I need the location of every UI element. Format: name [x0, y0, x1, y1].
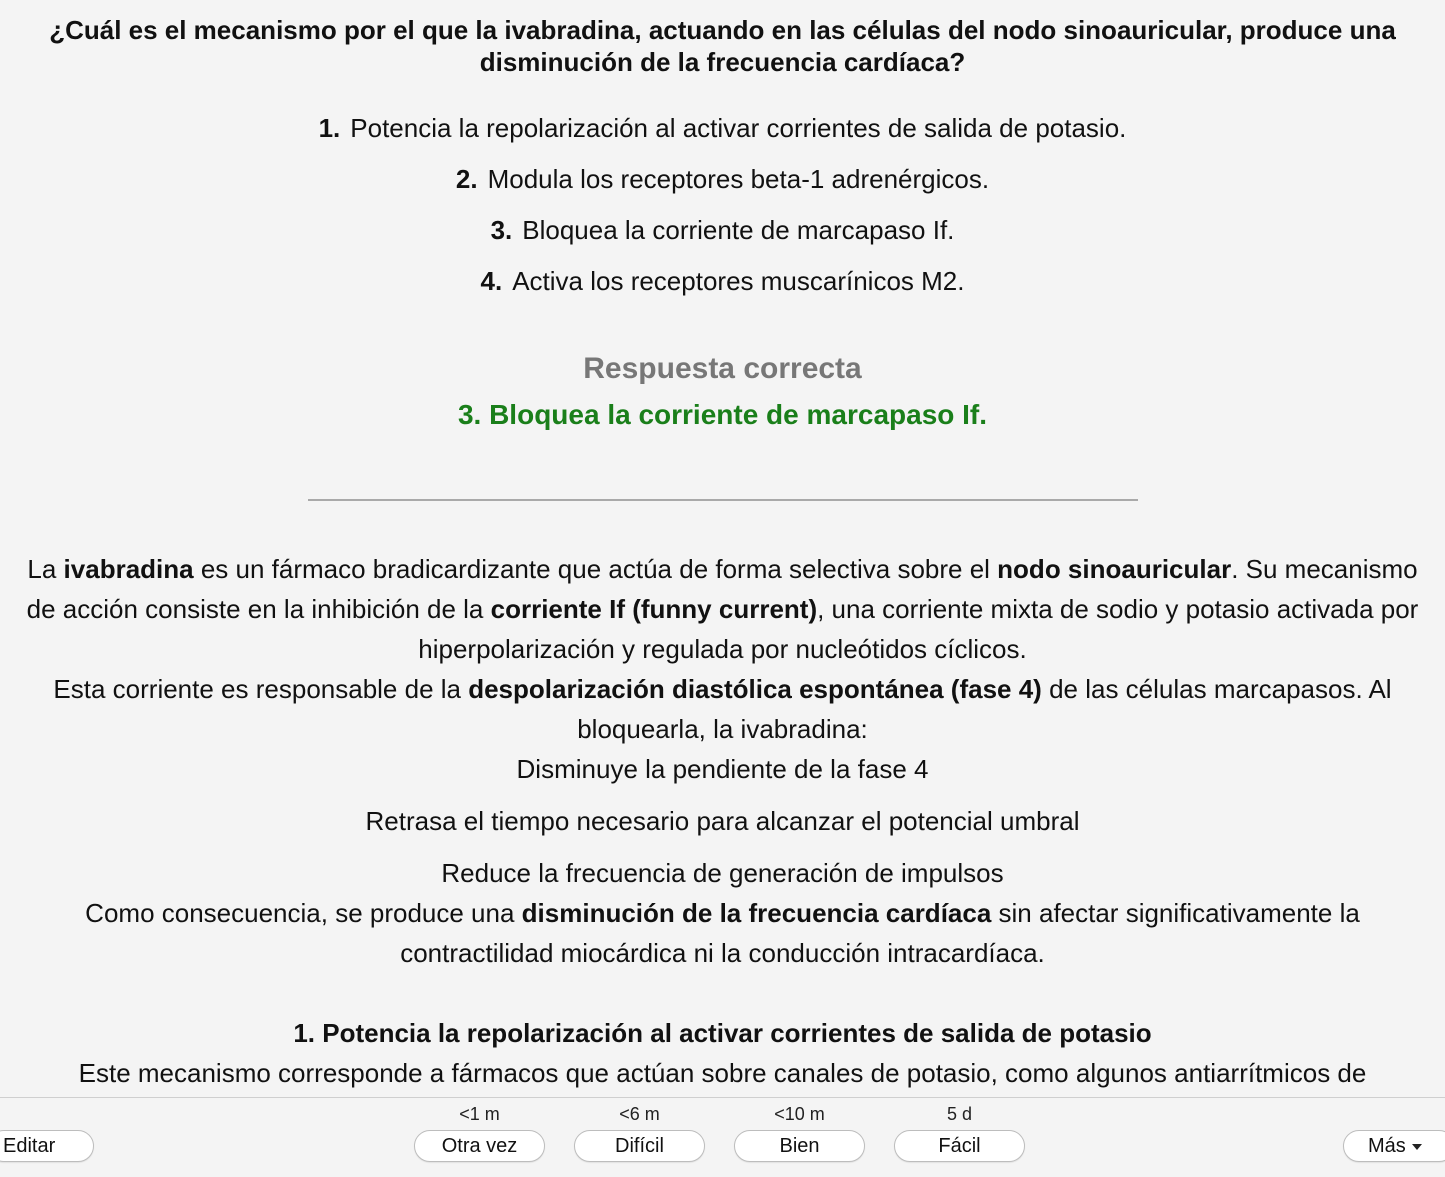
explanation	[26, 549, 1419, 1093]
text-run: . Su mecanismo de acción consiste en la inhibición de la	[26, 554, 1418, 624]
text-run: es un fármaco bradicardizante que actúa de forma selectiva sobre el	[193, 554, 998, 584]
interval-label: <1 m	[459, 1104, 500, 1124]
explanation-paragraph: Este mecanismo corresponde a fármacos que actúan sobre canales de potasio, como algunos antiarrítmicos de	[78, 1058, 1367, 1088]
explanation-paragraph	[26, 669, 1419, 749]
bold-term: corriente If (funny current)	[490, 594, 818, 624]
option-number: 1.	[318, 113, 341, 143]
edit-button[interactable]: Editar	[0, 1130, 94, 1162]
bold-term: disminución de la frecuencia cardíaca	[521, 898, 992, 928]
option-item	[0, 261, 1445, 312]
explanation-paragraph	[26, 549, 1419, 669]
again-button[interactable]: Otra vez	[414, 1130, 545, 1162]
text-run: , una corriente mixta de sodio y potasio activada por hiperpolarización y regulada por nucleótidos cíclicos.	[418, 594, 1419, 664]
explanation-paragraph	[26, 893, 1419, 973]
option-text: Potencia la repolarización al activar corrientes de salida de potasio.	[350, 113, 1127, 143]
bold-term: ivabradina	[63, 554, 194, 584]
bold-term: despolarización diastólica espontánea (fase 4)	[468, 674, 1042, 704]
bullet-item: Disminuye la pendiente de la fase 4	[516, 754, 929, 784]
option-text: Bloquea la corriente de marcapaso If.	[522, 215, 955, 245]
interval-label: <6 m	[619, 1104, 660, 1124]
correct-answer: 3. Bloquea la corriente de marcapaso If.	[457, 399, 988, 430]
answer-heading: Respuesta correcta	[583, 352, 862, 385]
options-list	[0, 108, 1445, 312]
bullet-item: Retrasa el tiempo necesario para alcanzar el potencial umbral	[365, 806, 1080, 836]
sub-heading: 1. Potencia la repolarización al activar corrientes de salida de potasio	[293, 1018, 1152, 1048]
text-run: La	[27, 554, 64, 584]
interval-label: <10 m	[774, 1104, 825, 1124]
text-run: sin afectar significativamente la contractilidad miocárdica ni la conducción intracardíaca.	[400, 898, 1360, 968]
option-item	[0, 210, 1445, 261]
text-run: Esta corriente es responsable de la	[53, 674, 469, 704]
option-text: Activa los receptores muscarínicos M2.	[512, 266, 965, 296]
option-item	[0, 159, 1445, 210]
bold-term: nodo sinoauricular	[997, 554, 1232, 584]
good-button[interactable]: Bien	[734, 1130, 865, 1162]
text-run: Como consecuencia, se produce una	[85, 898, 522, 928]
text-run: de las células marcapasos. Al bloquearla, la ivabradina:	[577, 674, 1392, 744]
option-number: 4.	[480, 266, 503, 296]
question-text: ¿Cuál es el mecanismo por el que la ivabradina, actuando en las células del nodo sinoauricular, produce una disminución de la frecuencia cardíaca?	[49, 15, 1396, 77]
bullet-item: Reduce la frecuencia de generación de impulsos	[441, 858, 1004, 888]
review-toolbar	[0, 1097, 1445, 1177]
divider	[308, 499, 1138, 501]
more-button[interactable]	[1343, 1130, 1445, 1162]
chevron-down-icon	[1412, 1144, 1422, 1150]
interval-label: 5 d	[946, 1104, 973, 1124]
more-label: Más	[1368, 1135, 1406, 1157]
hard-button[interactable]: Difícil	[574, 1130, 705, 1162]
easy-button[interactable]: Fácil	[894, 1130, 1025, 1162]
option-number: 3.	[490, 215, 513, 245]
option-item	[0, 108, 1445, 159]
option-number: 2.	[455, 164, 478, 194]
option-text: Modula los receptores beta-1 adrenérgicos.	[487, 164, 990, 194]
